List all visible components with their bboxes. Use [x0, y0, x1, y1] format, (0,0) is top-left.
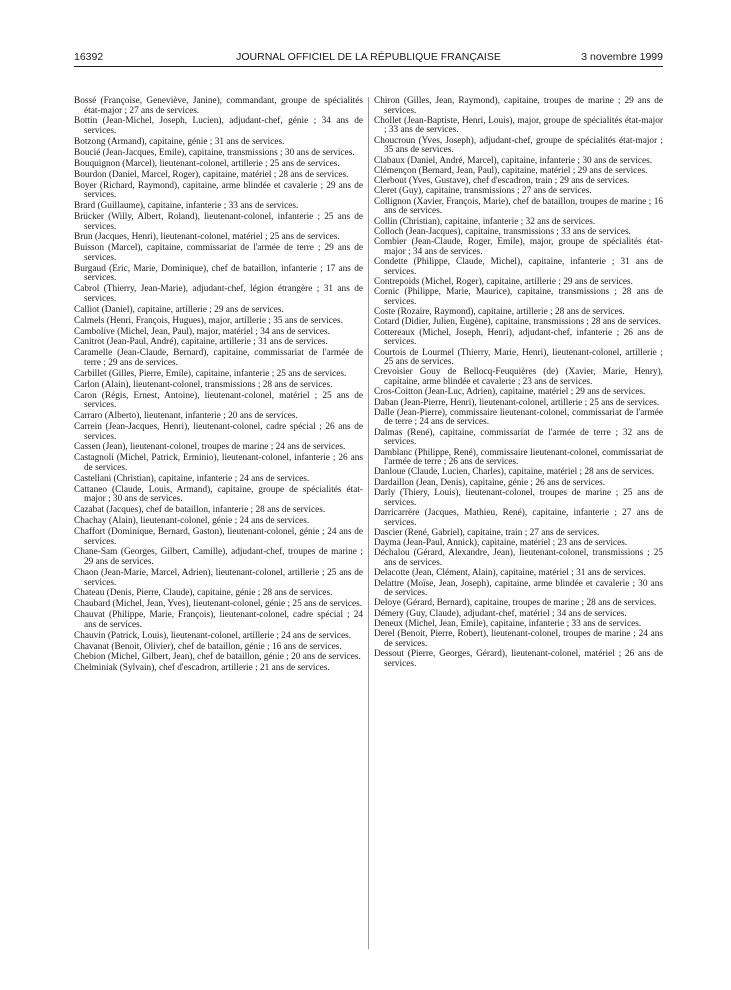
list-item: Cottereaux (Michel, Joseph, Henri), adjudant-chef, infanterie ; 26 ans de services. — [374, 327, 663, 348]
right-column — [374, 97, 663, 670]
list-item: Dalle (Jean-Pierre), commissaire lieutenant-colonel, commissariat de l'armée de terre ; 24 ans de services. — [374, 407, 663, 428]
list-item: Dessout (Pierre, Georges, Gérard), lieutenant-colonel, matériel ; 26 ans de services. — [374, 649, 663, 669]
list-item: Cambolive (Michel, Jean, Paul), major, matériel ; 34 ans de services. — [74, 326, 330, 337]
list-item: Chachay (Alain), lieutenant-colonel, génie ; 24 ans de services. — [74, 516, 310, 527]
list-item: Chaubard (Michel, Jean, Yves), lieutenant-colonel, génie ; 25 ans de services. — [74, 599, 363, 610]
list-item: Calmels (Henri, François, Hugues), major, artillerie ; 35 ans de services. — [74, 315, 343, 326]
list-item: Cattaneo (Claude, Louis, Armand), capitaine, groupe de spécialités état-major ; 30 ans de services. — [74, 484, 363, 505]
list-item: Burgaud (Eric, Marie, Dominique), chef de bataillon, infanterie ; 17 ans de services. — [74, 263, 363, 284]
list-item: Cotard (Didier, Julien, Eugène), capitaine, transmissions ; 28 ans de services. — [374, 317, 661, 328]
list-item: Chauvin (Patrick, Louis), lieutenant-colonel, artillerie ; 24 ans de services. — [74, 630, 352, 641]
list-item: Chavanat (Benoit, Olivier), chef de bataillon, génie ; 16 ans de services. — [74, 641, 342, 652]
column-divider — [368, 97, 369, 949]
list-item: Cabrol (Thierry, Jean-Marie), adjudant-chef, légion étrangère ; 31 ans de services. — [74, 284, 363, 304]
left-column — [74, 97, 363, 675]
list-item: Chaon (Jean-Marie, Marcel, Adrien), lieutenant-colonel, artillerie ; 25 ans de services. — [74, 567, 363, 588]
list-item: Deloye (Gérard, Bernard), capitaine, troupes de marine ; 28 ans de services. — [374, 598, 657, 609]
list-item: Castagnoli (Michel, Patrick, Erminio), lieutenant-colonel, infanterie ; 26 ans de services. — [74, 453, 363, 473]
list-item: Brun (Jacques, Henri), lieutenant-colonel, matériel ; 25 ans de services. — [74, 232, 340, 243]
list-item: Brücker (Willy, Albert, Roland), lieutenant-colonel, infanterie ; 25 ans de services. — [74, 211, 363, 232]
list-item: Chauvat (Philippe, Marie, François), lieutenant-colonel, cadre spécial ; 24 ans de services. — [74, 610, 363, 630]
list-item: Démery (Guy, Claude), adjudant-chef, matériel ; 34 ans de services. — [374, 608, 627, 619]
list-item: Dayma (Jean-Paul, Annick), capitaine, matériel ; 23 ans de services. — [374, 538, 628, 549]
list-item: Daban (Jean-Pierre, Henri), lieutenant-colonel, artillerie ; 25 ans de services. — [374, 397, 660, 408]
list-item: Boyer (Richard, Raymond), capitaine, arme blindée et cavalerie ; 29 ans de services. — [74, 180, 363, 201]
list-item: Colloch (Jean-Jacques), capitaine, transmissions ; 33 ans de services. — [374, 226, 631, 237]
list-item: Combier (Jean-Claude, Roger, Emile), major, groupe de spécialités état-major ; 34 ans de services. — [374, 237, 663, 257]
list-item: Bossé (Françoise, Geneviève, Janine), commandant, groupe de spécialités état-major ; 27 ans de services. — [74, 96, 363, 116]
list-item: Carlon (Alain), lieutenant-colonel, transmissions ; 28 ans de services. — [74, 379, 333, 390]
list-item: Choucroun (Yves, Joseph), adjudant-chef, groupe de spécialités état-major ; 35 ans de services. — [374, 135, 663, 156]
list-item: Caramelle (Jean-Claude, Bernard), capitaine, commissariat de l'armée de terre ; 29 ans de services. — [74, 348, 363, 368]
list-item: Chollet (Jean-Baptiste, Henri, Louis), major, groupe de spécialités état-major ; 33 ans de services. — [374, 115, 663, 136]
list-item: Carrein (Jean-Jacques, Henri), lieutenant-colonel, cadre spécial ; 26 ans de services. — [74, 421, 363, 442]
list-item: Contrepoids (Michel, Roger), capitaine, artillerie ; 29 ans de services. — [374, 276, 633, 287]
list-item: Cleret (Guy), capitaine, transmissions ; 27 ans de services. — [374, 186, 592, 197]
list-item: Buisson (Marcel), capitaine, commissariat de l'armée de terre ; 29 ans de services. — [74, 243, 363, 263]
list-item: Delacotte (Jean, Clément, Alain), capitaine, matériel ; 31 ans de services. — [374, 568, 646, 579]
list-item: Chiron (Gilles, Jean, Raymond), capitaine, troupes de marine ; 29 ans de services. — [374, 96, 663, 116]
list-item: Cassen (Jean), lieutenant-colonel, troupes de marine ; 24 ans de services. — [74, 442, 346, 453]
list-item: Danloue (Claude, Lucien, Charles), capitaine, matériel ; 28 ans de services. — [374, 467, 655, 478]
list-item: Chelminiak (Sylvain), chef d'escadron, artillerie ; 21 ans de services. — [74, 663, 330, 674]
list-item: Chebion (Michel, Gilbert, Jean), chef de bataillon, génie ; 20 ans de services. — [74, 652, 361, 663]
header-rule — [74, 66, 663, 67]
list-item: Coste (Rozaire, Raymond), capitaine, artillerie ; 28 ans de services. — [374, 307, 625, 318]
list-item: Crevoisier Gouy de Bellocq-Feuquières (de) (Xavier, Marie, Henry), capitaine, arme blindée et cavalerie ; 23 ans de services. — [374, 367, 663, 387]
list-item: Derel (Benoit, Pierre, Robert), lieutenant-colonel, troupes de marine ; 24 ans de services. — [374, 629, 663, 649]
list-item: Collin (Christian), capitaine, infanterie ; 32 ans de services. — [374, 216, 596, 227]
page-number: 16392 — [74, 51, 104, 63]
list-item: Cornic (Philippe, Marie, Maurice), capitaine, transmissions ; 28 ans de services. — [374, 287, 663, 307]
list-item: Clerbout (Yves, Gustave), chef d'escadron, train ; 29 ans de services. — [374, 176, 630, 187]
list-item: Collignon (Xavier, François, Marie), chef de bataillon, troupes de marine ; 16 ans de services. — [374, 196, 663, 217]
list-item: Castellani (Christian), capitaine, infanterie ; 24 ans de services. — [74, 473, 310, 484]
list-item: Canitrot (Jean-Paul, André), capitaine, artillerie ; 31 ans de services. — [74, 337, 328, 348]
list-item: Caron (Régis, Ernest, Antoine), lieutenant-colonel, matériel ; 25 ans de services. — [74, 390, 363, 411]
list-item: Condette (Philippe, Claude, Michel), capitaine, infanterie ; 31 ans de services. — [374, 257, 663, 277]
page-header — [74, 51, 663, 65]
list-item: Cazabat (Jacques), chef de bataillon, infanterie ; 28 ans de services. — [74, 505, 326, 516]
list-item: Chane-Sam (Georges, Gilbert, Camille), adjudant-chef, troupes de marine ; 29 ans de services. — [74, 547, 363, 568]
list-item: Dalmas (René), capitaine, commissariat de l'armée de terre ; 32 ans de services. — [374, 427, 663, 448]
list-item: Botzong (Armand), capitaine, génie ; 31 ans de services. — [74, 136, 285, 147]
list-item: Cros-Coitton (Jean-Luc, Adrien), capitaine, matériel ; 29 ans de services. — [374, 387, 646, 398]
list-item: Boucié (Jean-Jacques, Emile), capitaine, transmissions ; 30 ans de services. — [74, 147, 355, 158]
publication-date: 3 novembre 1999 — [581, 51, 663, 63]
list-item: Bottin (Jean-Michel, Joseph, Lucien), adjudant-chef, génie ; 34 ans de services. — [74, 116, 363, 137]
list-item: Clabaux (Daniel, André, Marcel), capitaine, infanterie ; 30 ans de services. — [374, 155, 653, 166]
list-item: Déchalou (Gérard, Alexandre, Jean), lieutenant-colonel, transmissions ; 25 ans de services. — [374, 548, 663, 568]
list-item: Brard (Guillaume), capitaine, infanterie ; 33 ans de services. — [74, 201, 299, 212]
list-item: Calliot (Daniel), capitaine, artillerie ; 29 ans de services. — [74, 304, 284, 315]
list-item: Chaffort (Dominique, Bernard, Gaston), lieutenant-colonel, génie ; 24 ans de services. — [74, 526, 363, 547]
list-item: Darricarrère (Jacques, Mathieu, René), capitaine, infanterie ; 27 ans de services. — [374, 507, 663, 528]
list-item: Bourdon (Daniel, Marcel, Roger), capitaine, matériel ; 28 ans de services. — [74, 169, 349, 180]
list-item: Damblanc (Philippe, René), commissaire lieutenant-colonel, commissariat de l'armée de terre ; 26 ans de services. — [374, 447, 663, 468]
list-item: Carraro (Alberto), lieutenant, infanterie ; 20 ans de services. — [74, 411, 298, 422]
list-item: Darly (Thiery, Louis), lieutenant-colonel, troupes de marine ; 25 ans de services. — [374, 488, 663, 508]
list-item: Delattre (Moïse, Jean, Joseph), capitaine, arme blindée et cavalerie ; 30 ans de services. — [374, 578, 663, 599]
list-item: Clémençon (Bernard, Jean, Paul), capitaine, matériel ; 29 ans de services. — [374, 165, 648, 176]
list-item: Carbillet (Gilles, Pierre, Emile), capitaine, infanterie ; 25 ans de services. — [74, 368, 347, 379]
list-item: Deneux (Michel, Jean, Emile), capitaine, infanterie ; 33 ans de services. — [374, 618, 642, 629]
list-item: Dascier (René, Gabriel), capitaine, train ; 27 ans de services. — [374, 527, 600, 538]
journal-title: JOURNAL OFFICIEL DE LA RÉPUBLIQUE FRANÇAISE — [236, 51, 501, 63]
list-item: Courtois de Lourmel (Thierry, Marie, Henri), lieutenant-colonel, artillerie ; 25 ans de services. — [374, 347, 663, 368]
list-item: Chateau (Denis, Pierre, Claude), capitaine, génie ; 28 ans de services. — [74, 588, 333, 599]
list-item: Dardaillon (Jean, Denis), capitaine, génie ; 26 ans de services. — [374, 477, 606, 488]
list-item: Bouquignon (Marcel), lieutenant-colonel, artillerie ; 25 ans de services. — [74, 158, 340, 169]
